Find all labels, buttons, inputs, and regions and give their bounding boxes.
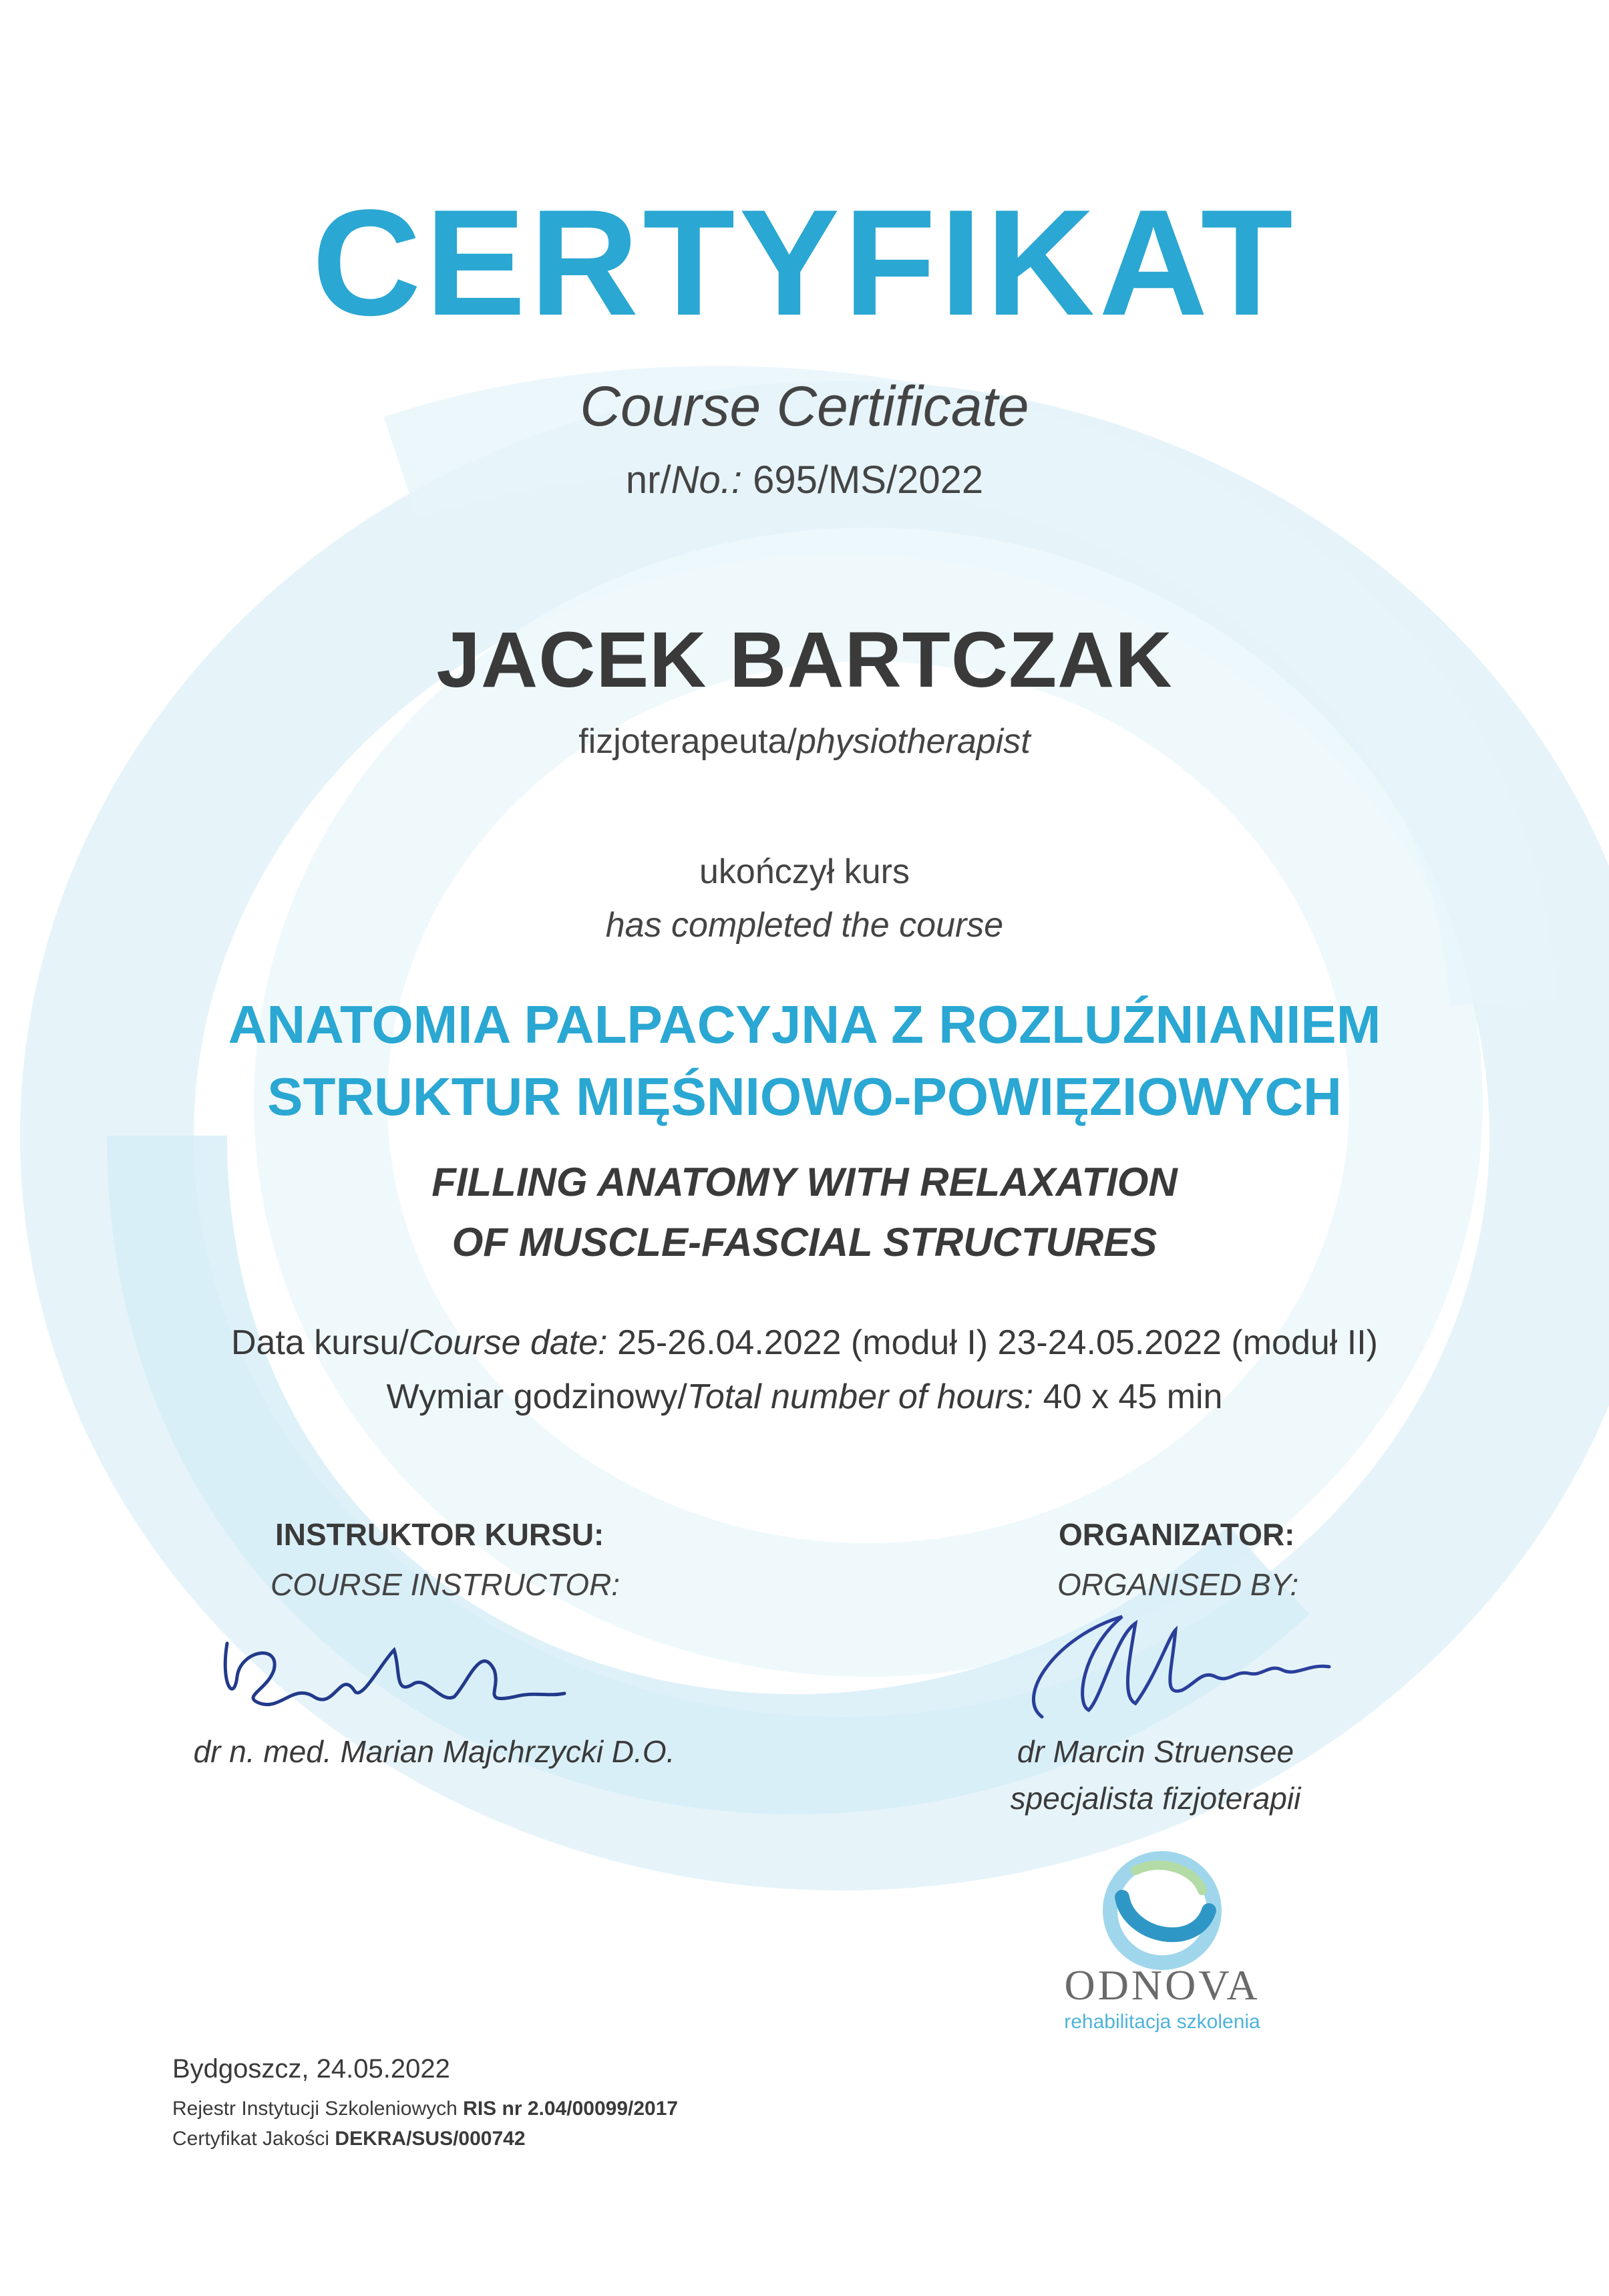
course-title-en-line1: FILLING ANATOMY WITH RELAXATION: [431, 1160, 1178, 1204]
logo-tagline: rehabilitacja szkolenia: [1064, 2011, 1260, 2033]
course-title-pl-line1: ANATOMIA PALPACYJNA Z ROZLUŹNIANIEM: [228, 995, 1381, 1054]
certificate-title: CERTYFIKAT: [312, 178, 1297, 347]
recipient-profession: [0, 721, 1609, 762]
place-date: Bydgoszcz, 24.05.2022: [172, 2054, 450, 2084]
date-label-pl: Data kursu/: [231, 1323, 409, 1362]
organizer-subheading: ORGANISED BY:: [1057, 1567, 1299, 1602]
odnova-logo-icon: [1095, 1844, 1229, 1977]
quality-line: [172, 2128, 526, 2150]
certificate-subtitle: Course Certificate: [580, 375, 1029, 438]
organizer-heading: ORGANIZATOR:: [1059, 1517, 1295, 1552]
instructor-signature: [200, 1603, 574, 1737]
course-title-en-line2: OF MUSCLE-FASCIAL STRUCTURES: [452, 1220, 1157, 1265]
registry-label: Rejestr Instytucji Szkoleniowych: [172, 2098, 464, 2120]
hours-label-en: Total number of hours:: [687, 1377, 1034, 1416]
organizer-title: specjalista fizjoterapii: [1010, 1781, 1301, 1816]
instructor-name: dr n. med. Marian Majchrzycki D.O.: [193, 1734, 675, 1769]
date-label-en: Course date:: [408, 1323, 608, 1362]
instructor-subheading: COURSE INSTRUCTOR:: [271, 1567, 620, 1602]
quality-label: Certyfikat Jakości: [172, 2128, 335, 2150]
quality-value: DEKRA/SUS/000742: [335, 2128, 526, 2150]
completion-text-en: has completed the course: [605, 906, 1004, 945]
registry-line: [172, 2098, 678, 2120]
number-prefix: nr/: [625, 458, 671, 502]
date-value: 25-26.04.2022 (moduł I) 23-24.05.2022 (moduł II): [607, 1323, 1378, 1362]
course-details: [0, 1316, 1609, 1424]
organizer-name: dr Marcin Struensee: [1017, 1734, 1294, 1769]
number-prefix-en: No.:: [671, 458, 742, 502]
organizer-signature: [1002, 1597, 1349, 1744]
hours-label-pl: Wymiar godzinowy/: [386, 1377, 687, 1416]
certificate-number: [0, 458, 1609, 502]
profession-pl: fizjoterapeuta/: [578, 722, 797, 761]
recipient-name: JACEK BARTCZAK: [436, 616, 1173, 704]
logo-name: ODNOVA: [1064, 1961, 1260, 2009]
course-title-en: [0, 1152, 1609, 1273]
course-hours: [0, 1370, 1609, 1424]
course-title-pl: [0, 989, 1609, 1133]
profession-en: physiotherapist: [796, 722, 1031, 761]
instructor-heading: INSTRUKTOR KURSU:: [275, 1517, 604, 1552]
completion-text-pl: ukończył kurs: [699, 852, 910, 891]
hours-value: 40 x 45 min: [1033, 1377, 1223, 1416]
registry-value: RIS nr 2.04/00099/2017: [463, 2098, 679, 2120]
number-value: 695/MS/2022: [741, 458, 984, 502]
course-title-pl-line2: STRUKTUR MIĘŚNIOWO-POWIĘZIOWYCH: [267, 1067, 1342, 1126]
course-date: [0, 1316, 1609, 1370]
